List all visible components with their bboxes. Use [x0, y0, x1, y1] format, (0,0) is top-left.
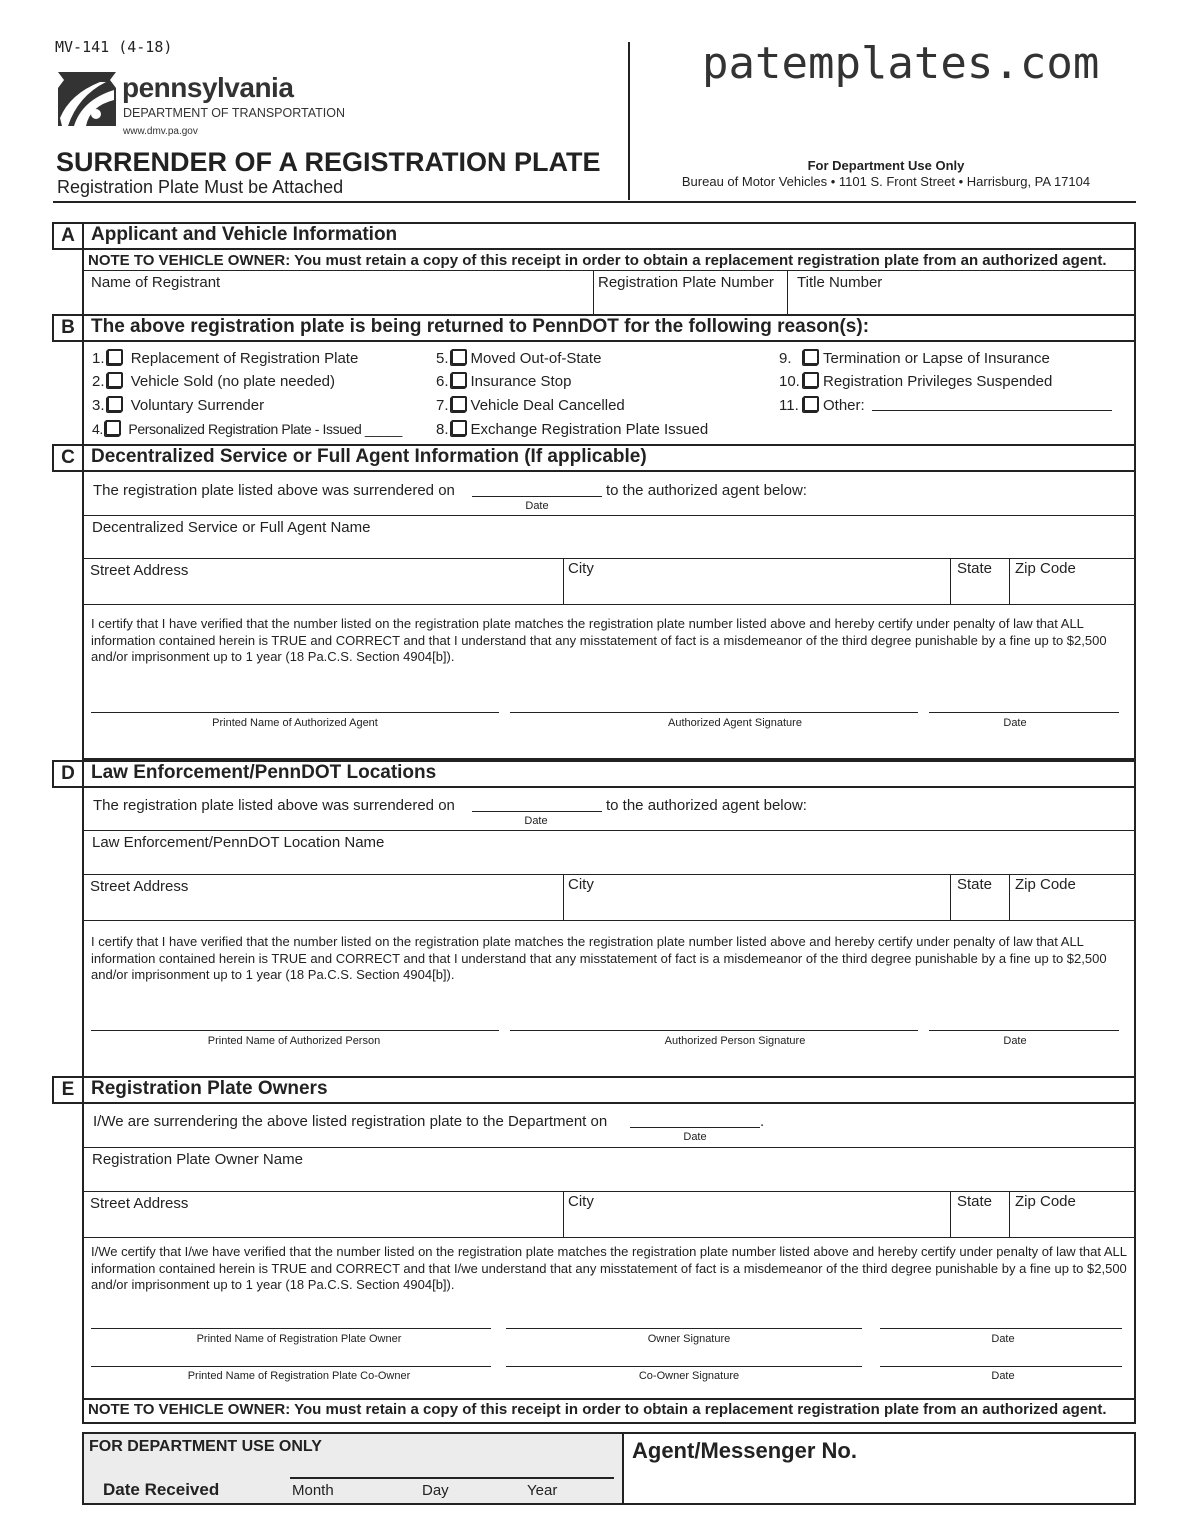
owner-name-field[interactable]: Registration Plate Owner Name: [92, 1151, 303, 1168]
reason-11[interactable]: [779, 396, 865, 414]
divider: [950, 874, 951, 920]
location-name-field[interactable]: Law Enforcement/PennDOT Location Name: [92, 834, 385, 851]
reason-label: Voluntary Surrender: [130, 397, 265, 414]
checkbox[interactable]: [803, 349, 819, 365]
printed-name-line[interactable]: [91, 1030, 499, 1031]
dept-use-title: For Department Use Only: [807, 158, 965, 173]
row-rule: [83, 920, 1135, 921]
keystone-icon: [56, 70, 118, 128]
reason-num: 2.: [92, 373, 105, 390]
owner-surrender-date-input[interactable]: [630, 1127, 760, 1128]
other-reason-input[interactable]: [872, 410, 1112, 411]
section-a-letter: A: [61, 225, 75, 246]
divider: [1009, 558, 1010, 604]
date-received-label: Date Received: [103, 1480, 220, 1499]
dmv-url: www.dmv.pa.gov: [123, 126, 198, 137]
reason-10[interactable]: [779, 372, 1052, 390]
printed-name-caption: Printed Name of Authorized Agent: [212, 717, 378, 729]
owner-printed-caption: Printed Name of Registration Plate Owner: [196, 1333, 402, 1345]
checkbox[interactable]: [803, 396, 819, 412]
reason-label: Insurance Stop: [470, 373, 572, 390]
signature-line[interactable]: [510, 712, 918, 713]
dept-use-address: Bureau of Motor Vehicles • 1101 S. Front Street • Harrisburg, PA 17104: [681, 174, 1091, 189]
date-caption: Date: [1003, 1035, 1027, 1047]
agent-number-label: Agent/Messenger No.: [632, 1438, 857, 1463]
reason-3[interactable]: [92, 396, 264, 414]
coowner-printed-name-line[interactable]: [91, 1366, 491, 1367]
street-address-field[interactable]: Street Address: [90, 878, 189, 895]
section-b-title: The above registration plate is being returned to PennDOT for the following reason(s):: [91, 316, 870, 337]
coowner-signature-line[interactable]: [506, 1366, 862, 1367]
checkbox[interactable]: [451, 349, 467, 365]
printed-name-line[interactable]: [91, 712, 499, 713]
reason-num: 7.: [436, 397, 449, 414]
zip-field[interactable]: Zip Code: [1015, 876, 1076, 893]
surrender-statement-pre: The registration plate listed above was surrendered on: [93, 797, 455, 814]
checkbox[interactable]: [803, 372, 819, 388]
watermark: patemplates.com: [702, 38, 1100, 89]
coowner-date-caption: Date: [991, 1370, 1015, 1382]
reason-num: 3.: [92, 397, 105, 414]
state-field[interactable]: State: [957, 876, 993, 893]
divider: [787, 270, 788, 316]
divider: [593, 270, 594, 316]
bottom-note: NOTE TO VEHICLE OWNER: You must retain a copy of this receipt in order to obtain a replacement registration plate from an authorized agent.: [88, 1401, 1107, 1418]
section-d-letter: D: [61, 763, 75, 784]
title-number-field[interactable]: Title Number: [797, 274, 883, 291]
checkbox[interactable]: [107, 396, 123, 412]
date-received-line[interactable]: [290, 1477, 614, 1479]
reason-num: 4.: [92, 421, 103, 437]
row-rule: [83, 1237, 1135, 1238]
row-rule: [83, 604, 1135, 605]
checkbox[interactable]: [451, 396, 467, 412]
reason-num: 10.: [779, 373, 800, 390]
header-divider: [628, 42, 630, 200]
reason-9[interactable]: [779, 349, 1050, 367]
form-title: SURRENDER OF A REGISTRATION PLATE: [56, 147, 601, 177]
certification-text: I certify that I have verified that the number listed on the registration plate matches the registration plate number listed above and hereby certify under penalty of law that ALL information contained herein is TRUE and CORRECT and that I understand that any misstatement of fact is a misdemeanor of the third degree punishable by a fine up to $2,500 and/or imprisonment up to 1 year (18 Pa.C.S. Section 4904[b]).: [91, 616, 1107, 664]
date-caption: Date: [524, 815, 548, 827]
reason-num: 1.: [92, 350, 105, 367]
reason-num: 11.: [779, 397, 799, 414]
form-number: MV-141 (4-18): [55, 38, 173, 56]
reason-7[interactable]: [436, 396, 625, 414]
reason-label: Personalized Registration Plate - Issued _____: [128, 421, 402, 437]
section-e-letter: E: [61, 1079, 75, 1100]
owner-surrender-statement: I/We are surrendering the above listed registration plate to the Department on: [93, 1113, 608, 1130]
row-rule: [83, 1147, 1135, 1148]
row-rule: [83, 515, 1135, 516]
day-label: Day: [422, 1482, 449, 1499]
reason-num: 6.: [436, 373, 449, 390]
logo-name: pennsylvania: [122, 72, 294, 103]
coowner-date-line[interactable]: [880, 1366, 1122, 1367]
section-a-note-rule: [83, 270, 1135, 271]
surrender-date-input[interactable]: [472, 496, 602, 497]
signature-caption: Authorized Person Signature: [664, 1035, 806, 1047]
row-rule: [83, 558, 1135, 559]
section-b-letter: B: [61, 317, 75, 338]
divider: [563, 558, 564, 604]
date-caption: Date: [683, 1131, 707, 1143]
owner-signature-caption: Owner Signature: [647, 1333, 731, 1345]
owner-signature-line[interactable]: [506, 1328, 862, 1329]
date-line[interactable]: [929, 1030, 1119, 1031]
reason-label: Termination or Lapse of Insurance: [823, 350, 1050, 367]
owner-date-caption: Date: [991, 1333, 1015, 1345]
street-address-field[interactable]: Street Address: [90, 562, 189, 579]
checkbox[interactable]: [451, 420, 467, 436]
section-a-note: NOTE TO VEHICLE OWNER: You must retain a copy of this receipt in order to obtain a replacement registration plate from an authorized agent.: [88, 252, 1107, 269]
city-field[interactable]: City: [568, 560, 594, 577]
reason-6[interactable]: [436, 372, 571, 390]
penndot-logo: [56, 70, 356, 140]
section-c-letter: C: [61, 447, 75, 468]
date-caption: Date: [1003, 717, 1027, 729]
surrender-statement-post: to the authorized agent below:: [606, 797, 807, 814]
certification-text: I certify that I have verified that the number listed on the registration plate matches the registration plate number listed above and hereby certify under penalty of law that ALL information contained herein is TRUE and CORRECT and that I understand that any misstatement of fact is a misdemeanor of the third degree punishable by a fine up to $2,500 and/or imprisonment up to 1 year (18 Pa.C.S. Section 4904[b]).: [91, 934, 1107, 982]
divider: [563, 874, 564, 920]
row-rule: [83, 874, 1135, 875]
registrant-name-field[interactable]: Name of Registrant: [91, 274, 221, 291]
city-field[interactable]: City: [568, 876, 594, 893]
reason-label: Registration Privileges Suspended: [823, 373, 1053, 390]
divider: [950, 1191, 951, 1237]
reason-label: Exchange Registration Plate Issued: [470, 421, 709, 438]
reason-8[interactable]: [436, 420, 708, 438]
date-caption: Date: [525, 500, 549, 512]
printed-name-caption: Printed Name of Authorized Person: [207, 1035, 381, 1047]
owner-date-line[interactable]: [880, 1328, 1122, 1329]
checkbox[interactable]: [107, 349, 123, 365]
reason-5[interactable]: [436, 349, 601, 367]
surrender-date-input[interactable]: [472, 811, 602, 812]
signature-caption: Authorized Agent Signature: [668, 717, 802, 729]
reason-num: 8.: [436, 421, 449, 438]
reason-label: Replacement of Registration Plate: [130, 350, 359, 367]
period: .: [760, 1113, 765, 1130]
reason-4[interactable]: [92, 420, 402, 437]
reason-1[interactable]: [92, 349, 358, 367]
surrender-statement-pre: The registration plate listed above was surrendered on: [93, 482, 455, 499]
reason-2[interactable]: [92, 372, 335, 390]
signature-line[interactable]: [510, 1030, 918, 1031]
checkbox[interactable]: [107, 372, 123, 388]
state-field[interactable]: State: [957, 1193, 993, 1210]
section-e-title: Registration Plate Owners: [91, 1078, 328, 1099]
reason-num: 9.: [779, 350, 792, 367]
reason-label: Vehicle Sold (no plate needed): [130, 373, 336, 390]
reason-label: Other:: [823, 397, 865, 414]
section-d-title: Law Enforcement/PennDOT Locations: [91, 762, 437, 783]
row-rule: [83, 1191, 1135, 1192]
city-field[interactable]: City: [568, 1193, 594, 1210]
zip-field[interactable]: Zip Code: [1015, 1193, 1076, 1210]
coowner-printed-caption: Printed Name of Registration Plate Co-Owner: [187, 1370, 411, 1382]
state-field[interactable]: State: [957, 560, 993, 577]
divider: [1009, 1191, 1010, 1237]
reason-label: Vehicle Deal Cancelled: [470, 397, 625, 414]
reason-num: 5.: [436, 350, 449, 367]
month-label: Month: [292, 1482, 334, 1499]
coowner-signature-caption: Co-Owner Signature: [638, 1370, 740, 1382]
agent-name-field[interactable]: Decentralized Service or Full Agent Name: [92, 519, 371, 536]
section-a-title: Applicant and Vehicle Information: [91, 224, 398, 245]
header-rule: [53, 201, 1136, 203]
reason-label: Moved Out-of-State: [470, 350, 602, 367]
certification-text: I/We certify that I/we have verified that the number listed on the registration plate matches the registration plate number listed above and hereby certify under penalty of law that ALL information contained herein is TRUE and CORRECT and that I/we understand that any misstatement of fact is a misdemeanor of the third degree punishable by a fine up to $2,500 and/or imprisonment up to 1 year (18 Pa.C.S. Section 4904[b]).: [91, 1244, 1127, 1292]
owner-printed-name-line[interactable]: [91, 1328, 491, 1329]
form-subtitle: Registration Plate Must be Attached: [57, 177, 344, 197]
year-label: Year: [527, 1482, 558, 1499]
checkbox[interactable]: [451, 372, 467, 388]
divider: [563, 1191, 564, 1237]
divider: [1009, 874, 1010, 920]
section-c-title: Decentralized Service or Full Agent Information (If applicable): [91, 446, 647, 467]
zip-field[interactable]: Zip Code: [1015, 560, 1076, 577]
logo-dept: DEPARTMENT OF TRANSPORTATION: [123, 106, 346, 120]
dept-use-label: FOR DEPARTMENT USE ONLY: [89, 1438, 322, 1455]
checkbox[interactable]: [105, 420, 121, 436]
plate-number-field[interactable]: Registration Plate Number: [598, 274, 774, 291]
divider: [950, 558, 951, 604]
row-rule: [83, 830, 1135, 831]
surrender-statement-post: to the authorized agent below:: [606, 482, 807, 499]
date-line[interactable]: [929, 712, 1119, 713]
street-address-field[interactable]: Street Address: [90, 1195, 189, 1212]
